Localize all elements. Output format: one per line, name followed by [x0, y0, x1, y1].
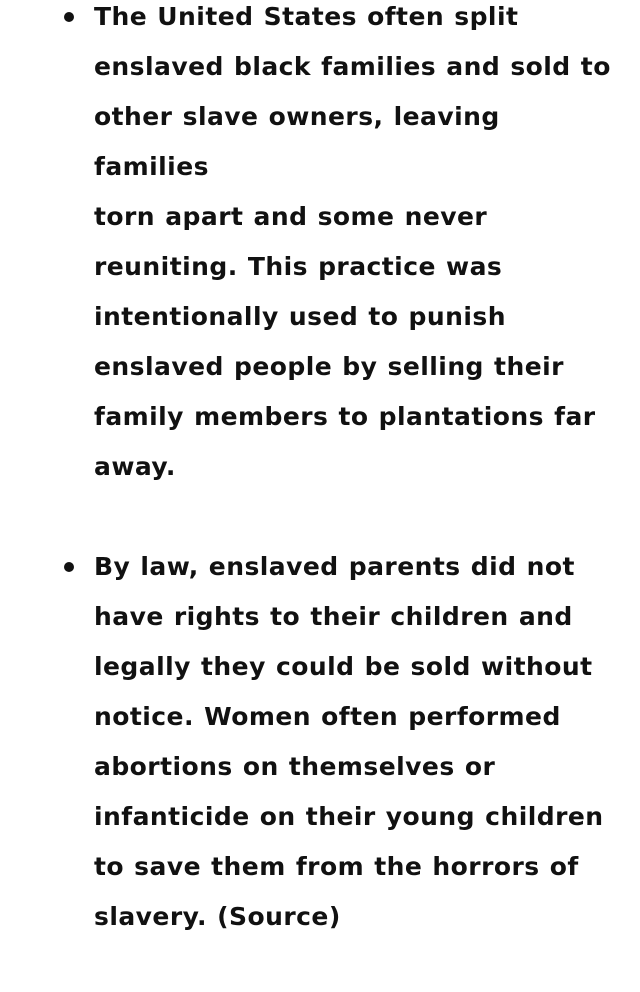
bullet-icon [64, 562, 74, 572]
bullet-text-body: By law, enslaved parents did not have rights to their children and legally they could be sold without notice. Women often performed abortions on themselves or infanticide on their young children to save them from the horrors of slavery. [94, 552, 604, 931]
list-item [0, 542, 640, 942]
source-link[interactable]: (Source) [217, 902, 341, 931]
bullet-icon [64, 12, 74, 22]
bullet-text [94, 542, 620, 942]
bullet-text: The United States often split enslaved black families and sold to other slave owners, leaving families torn apart and some never reuniting. This practice was intentionally used to punish enslaved people by selling their family members to plantations far away. [94, 2, 611, 481]
list-item [0, 0, 640, 492]
